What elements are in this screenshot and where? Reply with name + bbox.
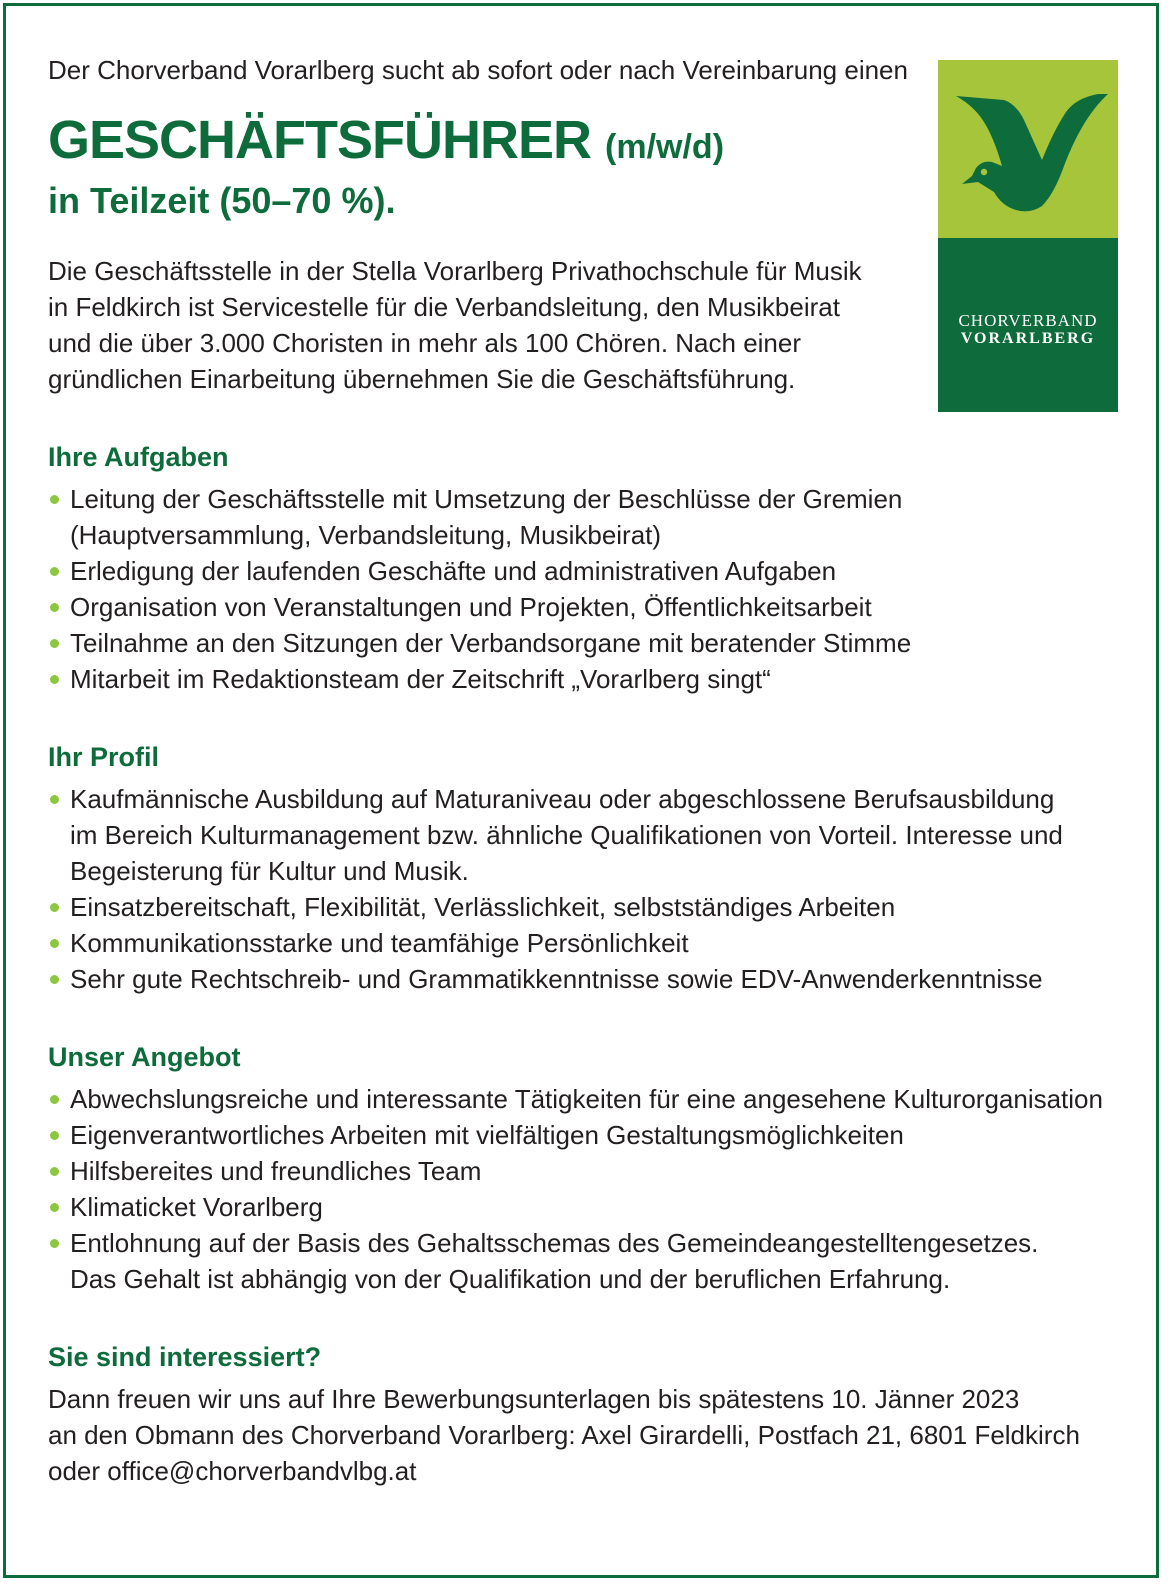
description-line: in Feldkirch ist Servicestelle für die Verbandsleitung, den Musikbeirat xyxy=(48,292,840,322)
profil-list xyxy=(48,781,1138,997)
list-item xyxy=(48,781,1138,889)
list-item xyxy=(48,1153,1138,1189)
list-item xyxy=(48,553,1138,589)
list-item xyxy=(48,1189,1138,1225)
job-ad xyxy=(48,52,1138,1489)
list-item xyxy=(48,1225,1138,1297)
list-item-text: Hilfsbereites und freundliches Team xyxy=(70,1156,482,1186)
bullet-icon xyxy=(50,1239,59,1248)
bullet-icon xyxy=(50,675,59,684)
logo-line-2: VORARLBERG xyxy=(960,330,1096,347)
list-item xyxy=(48,1081,1138,1117)
list-item xyxy=(48,925,1138,961)
bullet-icon xyxy=(50,495,59,504)
section-heading-profil: Ihr Profil xyxy=(48,742,160,772)
contact-text xyxy=(48,1381,1138,1489)
list-item-text: Kommunikationsstarke und teamfähige Persönlichkeit xyxy=(70,928,689,958)
list-item-text: Teilnahme an den Sitzungen der Verbandsorgane mit beratender Stimme xyxy=(70,628,912,658)
bullet-icon xyxy=(50,639,59,648)
section-heading-aufgaben: Ihre Aufgaben xyxy=(48,442,229,472)
aufgaben-list xyxy=(48,481,1138,697)
contact-line: Dann freuen wir uns auf Ihre Bewerbungsunterlagen bis spätestens 10. Jänner 2023 xyxy=(48,1384,1020,1414)
job-title xyxy=(48,110,1138,177)
list-item-text: Organisation von Veranstaltungen und Projekten, Öffentlichkeitsarbeit xyxy=(70,592,872,622)
bullet-icon xyxy=(50,1095,59,1104)
list-item-text: Kaufmännische Ausbildung auf Maturaniveau oder abgeschlossene Berufsausbildung xyxy=(70,784,1055,814)
list-item xyxy=(48,1117,1138,1153)
section-heading-contact: Sie sind interessiert? xyxy=(48,1342,322,1372)
list-item-text: Einsatzbereitschaft, Flexibilität, Verlässlichkeit, selbstständiges Arbeiten xyxy=(70,892,896,922)
bullet-icon xyxy=(50,1131,59,1140)
section-heading-angebot: Unser Angebot xyxy=(48,1042,241,1072)
list-item xyxy=(48,481,1138,553)
bullet-icon xyxy=(50,1167,59,1176)
bullet-icon xyxy=(50,567,59,576)
contact-email-line: oder office@chorverbandvlbg.at xyxy=(48,1456,417,1486)
list-item-text: Sehr gute Rechtschreib- und Grammatikkenntnisse sowie EDV-Anwenderkenntnisse xyxy=(70,964,1043,994)
contact-line: an den Obmann des Chorverband Vorarlberg: Axel Girardelli, Postfach 21, 6801 Feldkirch xyxy=(48,1420,1080,1450)
bullet-icon xyxy=(50,975,59,984)
list-item xyxy=(48,889,1138,925)
bullet-icon xyxy=(50,903,59,912)
list-item xyxy=(48,625,1138,661)
list-item-text: Mitarbeit im Redaktionsteam der Zeitschrift „Vorarlberg singt“ xyxy=(70,664,771,694)
list-item-text: Leitung der Geschäftsstelle mit Umsetzung der Beschlüsse der Gremien xyxy=(70,484,903,514)
angebot-list xyxy=(48,1081,1138,1297)
list-item xyxy=(48,661,1138,697)
list-item-text: Begeisterung für Kultur und Musik. xyxy=(70,856,469,886)
job-title-gender: (m/w/d) xyxy=(605,128,725,166)
logo-line-1: CHORVERBAND xyxy=(958,311,1098,330)
job-subtitle: in Teilzeit (50–70 %). xyxy=(48,180,396,221)
list-item-text: Eigenverantwortliches Arbeiten mit vielfältigen Gestaltungsmöglichkeiten xyxy=(70,1120,904,1150)
list-item-text: Entlohnung auf der Basis des Gehaltsschemas des Gemeindeangestelltengesetzes. xyxy=(70,1228,1039,1258)
list-item-text: Erledigung der laufenden Geschäfte und administrativen Aufgaben xyxy=(70,556,837,586)
list-item-text: Das Gehalt ist abhängig von der Qualifikation und der beruflichen Erfahrung. xyxy=(70,1264,951,1294)
description xyxy=(48,253,888,397)
description-line: gründlichen Einarbeitung übernehmen Sie die Geschäftsführung. xyxy=(48,364,796,394)
list-item-text: Klimaticket Vorarlberg xyxy=(70,1192,323,1222)
list-item xyxy=(48,589,1138,625)
description-line: Die Geschäftsstelle in der Stella Vorarlberg Privathochschule für Musik xyxy=(48,256,862,286)
list-item xyxy=(48,961,1138,997)
intro-text: Der Chorverband Vorarlberg sucht ab sofort oder nach Vereinbarung einen xyxy=(48,55,908,85)
bullet-icon xyxy=(50,939,59,948)
list-item-text: im Bereich Kulturmanagement bzw. ähnliche Qualifikationen von Vorteil. Interesse und xyxy=(70,820,1063,850)
bullet-icon xyxy=(50,795,59,804)
bullet-icon xyxy=(50,1203,59,1212)
job-title-main: GESCHÄFTSFÜHRER xyxy=(48,110,592,170)
list-item-text: Abwechslungsreiche und interessante Tätigkeiten für eine angesehene Kulturorganisation xyxy=(70,1084,1103,1114)
bullet-icon xyxy=(50,603,59,612)
list-item-text: (Hauptversammlung, Verbandsleitung, Musikbeirat) xyxy=(70,520,662,550)
description-line: und die über 3.000 Choristen in mehr als 100 Chören. Nach einer xyxy=(48,328,802,358)
